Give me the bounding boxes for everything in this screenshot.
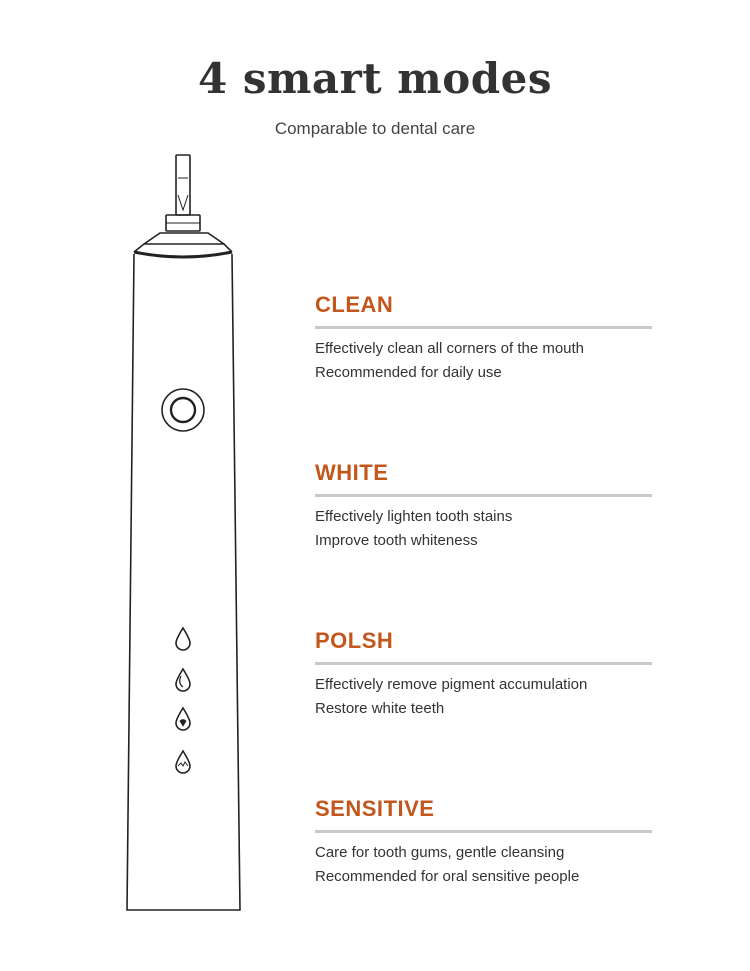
mode-name: POLSH [315,628,394,653]
polish-mode-drop-icon [176,708,190,730]
mode-description-line: Recommended for daily use [315,364,502,381]
sensitive-mode-drop-icon [176,751,190,773]
mode-description-line: Effectively clean all corners of the mouth [315,340,585,357]
mode-description-line: Care for tooth gums, gentle cleansing [315,844,565,861]
mode-divider [315,830,652,833]
mode-divider [315,326,652,329]
mode-name: WHITE [315,460,389,485]
mode-description-line: Effectively lighten tooth stains [315,508,513,525]
mode-divider [315,662,652,665]
brush-collar [134,233,232,257]
mode-white [315,460,652,553]
mode-description-line: Improve tooth whiteness [315,532,478,549]
power-button-icon [162,389,204,431]
mode-description-line: Recommended for oral sensitive people [315,868,580,885]
brush-head [166,155,200,231]
mode-divider [315,494,652,497]
mode-clean [315,292,652,385]
toothbrush-illustration [120,150,250,920]
mode-description-line: Effectively remove pigment accumulation [315,676,588,693]
mode-description-line: Restore white teeth [315,700,445,717]
brush-handle [127,254,240,910]
page-subtitle: Comparable to dental care [274,119,476,138]
white-mode-drop-icon [176,669,190,691]
page-title: 4 smart modes [198,54,552,103]
mode-name: SENSITIVE [315,796,435,821]
mode-polish [315,628,652,721]
mode-name: CLEAN [315,292,394,317]
clean-mode-drop-icon [176,628,190,650]
mode-sensitive [315,796,652,889]
